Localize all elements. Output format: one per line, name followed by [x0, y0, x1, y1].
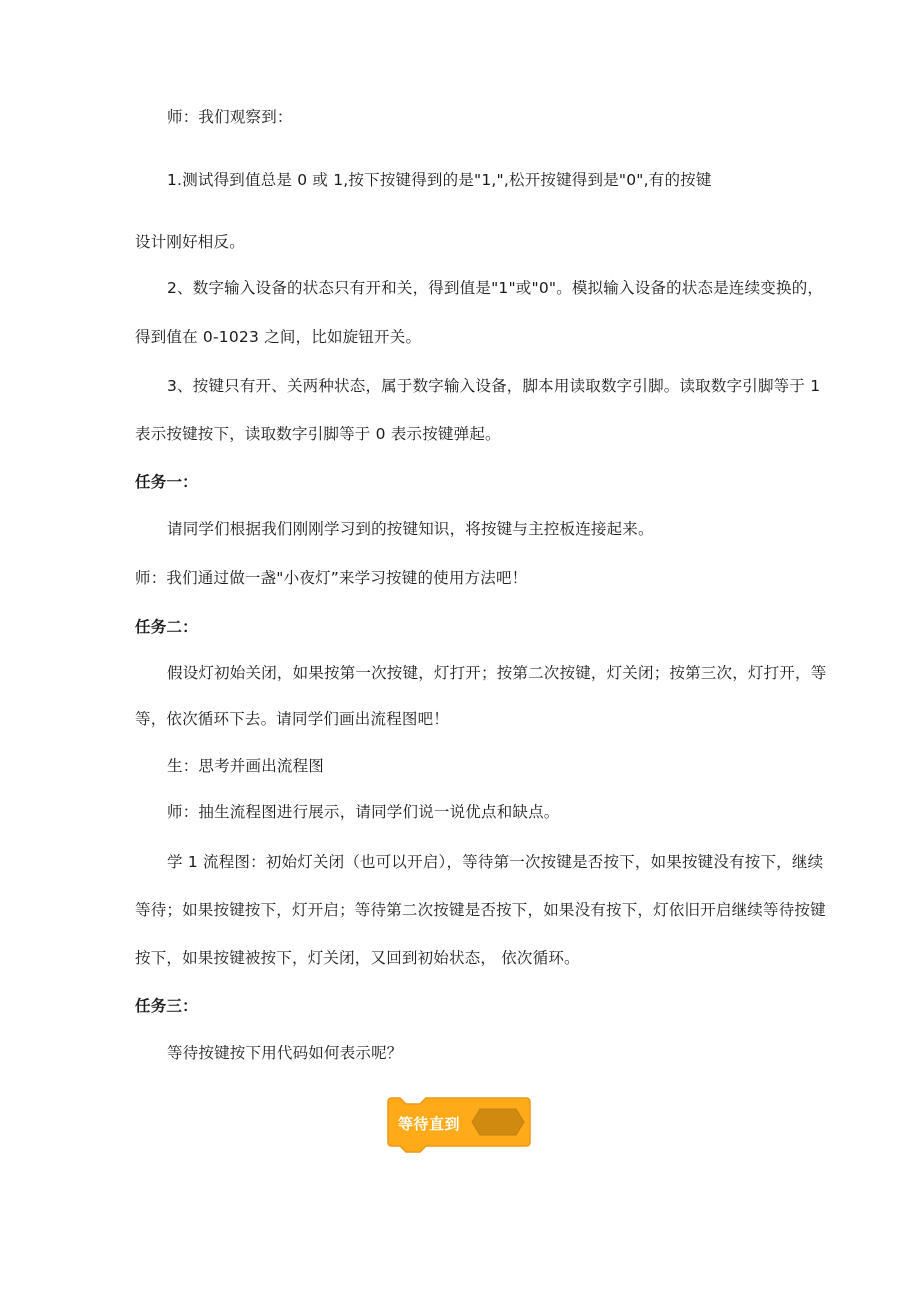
point-3-line-1: 3、按键只有开、关两种状态，属于数字输入设备，脚本用读取数字引脚。读取数字引脚等于 1	[167, 377, 821, 395]
task-1-heading: 任务一：	[135, 473, 198, 491]
task-3-heading: 任务三：	[135, 997, 198, 1015]
point-1-line-2: 设计刚好相反。	[135, 233, 245, 251]
wait-until-label: 等待直到	[398, 1115, 461, 1133]
task-3-body: 等待按键按下用代码如何表示呢？	[167, 1044, 403, 1062]
task-2-body-line-1: 假设灯初始关闭，如果按第一次按键，灯打开；按第二次按键，灯关闭；按第三次，灯打开，等	[167, 664, 827, 682]
point-2-line-2: 得到值在 0-1023 之间，比如旋钮开关。	[135, 328, 422, 346]
teacher-night-light-line: 师：我们通过做一盏"小夜灯”来学习按键的使用方法吧！	[135, 569, 528, 587]
wait-until-code-block[interactable]	[386, 1096, 532, 1160]
task-1-body: 请同学们根据我们刚刚学习到的按键知识，将按键与主控板连接起来。	[167, 520, 654, 538]
student-flowchart-line: 生：思考并画出流程图	[167, 757, 325, 775]
student-1-flowchart-line-3: 按下，如果按键被按下，灯关闭，又回到初始状态， 依次循环。	[135, 949, 580, 967]
student-1-flowchart-line-2: 等待；如果按键按下，灯开启；等待第二次按键是否按下，如果没有按下，灯依旧开启继续等待按键	[135, 901, 826, 919]
point-1-line-1: 1.测试得到值总是 0 或 1,按下按键得到的是"1,",松开按键得到是"0",有的按键	[167, 171, 712, 189]
teacher-observation-line: 师：我们观察到：	[167, 108, 293, 126]
student-1-flowchart-line-1: 学 1 流程图：初始灯关闭（也可以开启），等待第一次按键是否按下，如果按键没有按下，继续	[167, 853, 824, 871]
teacher-showcase-line: 师：抽生流程图进行展示，请同学们说一说优点和缺点。	[167, 803, 560, 821]
point-3-line-2: 表示按键按下，读取数字引脚等于 0 表示按键弹起。	[135, 425, 501, 443]
task-2-body-line-2: 等，依次循环下去。请同学们画出流程图吧！	[135, 710, 450, 728]
task-2-heading: 任务二：	[135, 618, 198, 636]
point-2-line-1: 2、数字输入设备的状态只有开和关，得到值是"1"或"0"。模拟输入设备的状态是连续变换的，	[167, 279, 824, 297]
